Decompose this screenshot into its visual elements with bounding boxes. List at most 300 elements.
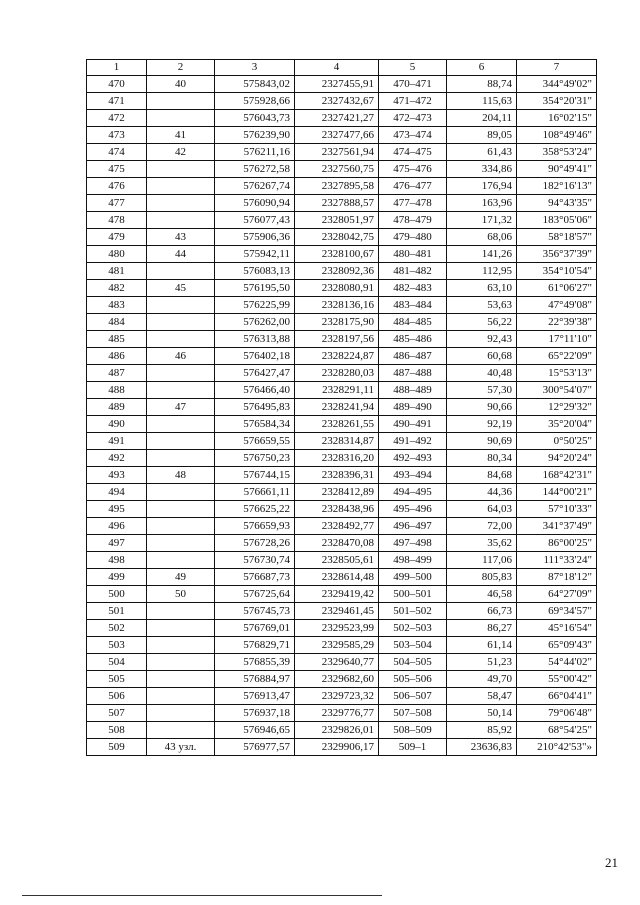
cell-col-5: 493–494 (379, 467, 447, 484)
cell-col-3: 576728,26 (215, 535, 295, 552)
cell-col-2 (147, 416, 215, 433)
table-row (87, 739, 597, 756)
cell-col-1: 504 (87, 654, 147, 671)
cell-col-7: 111°33'24" (517, 552, 597, 569)
cell-col-7: 0°50'25" (517, 433, 597, 450)
cell-col-7: 54°44'02" (517, 654, 597, 671)
cell-col-5: 483–484 (379, 297, 447, 314)
cell-col-6: 44,36 (447, 484, 517, 501)
cell-col-6: 35,62 (447, 535, 517, 552)
cell-col-7: 94°20'24" (517, 450, 597, 467)
cell-col-7: 182°16'13" (517, 178, 597, 195)
table-row (87, 688, 597, 705)
cell-col-4: 2328224,87 (295, 348, 379, 365)
cell-col-5: 498–499 (379, 552, 447, 569)
cell-col-1: 477 (87, 195, 147, 212)
table-row (87, 229, 597, 246)
cell-col-7: 17°11'10" (517, 331, 597, 348)
cell-col-1: 479 (87, 229, 147, 246)
cell-col-6: 176,94 (447, 178, 517, 195)
cell-col-2: 49 (147, 569, 215, 586)
cell-col-2 (147, 365, 215, 382)
table-row (87, 110, 597, 127)
cell-col-3: 576750,23 (215, 450, 295, 467)
cell-col-4: 2328080,91 (295, 280, 379, 297)
cell-col-3: 576195,50 (215, 280, 295, 297)
cell-col-5: 502–503 (379, 620, 447, 637)
cell-col-7: 354°10'54" (517, 263, 597, 280)
cell-col-2 (147, 297, 215, 314)
cell-col-6: 805,83 (447, 569, 517, 586)
table-row (87, 127, 597, 144)
cell-col-5: 473–474 (379, 127, 447, 144)
table-row (87, 705, 597, 722)
table-row (87, 722, 597, 739)
table-row (87, 450, 597, 467)
cell-col-5: 480–481 (379, 246, 447, 263)
cell-col-7: 57°10'33" (517, 501, 597, 518)
table-row (87, 433, 597, 450)
cell-col-7: 210°42'53"» (517, 739, 597, 756)
table-row (87, 365, 597, 382)
cell-col-1: 509 (87, 739, 147, 756)
table-row (87, 382, 597, 399)
cell-col-2: 48 (147, 467, 215, 484)
cell-col-4: 2327421,27 (295, 110, 379, 127)
cell-col-6: 60,68 (447, 348, 517, 365)
cell-col-3: 576083,13 (215, 263, 295, 280)
cell-col-5: 490–491 (379, 416, 447, 433)
cell-col-6: 61,14 (447, 637, 517, 654)
table-row (87, 280, 597, 297)
cell-col-2: 41 (147, 127, 215, 144)
cell-col-4: 2329776,77 (295, 705, 379, 722)
cell-col-6: 84,68 (447, 467, 517, 484)
cell-col-3: 576744,15 (215, 467, 295, 484)
table-row (87, 535, 597, 552)
cell-col-3: 576225,99 (215, 297, 295, 314)
cell-col-6: 163,96 (447, 195, 517, 212)
cell-col-7: 94°43'35" (517, 195, 597, 212)
cell-col-4: 2327895,58 (295, 178, 379, 195)
cell-col-4: 2328261,55 (295, 416, 379, 433)
cell-col-7: 344°49'02" (517, 76, 597, 93)
cell-col-2 (147, 722, 215, 739)
cell-col-3: 576937,18 (215, 705, 295, 722)
cell-col-3: 576402,18 (215, 348, 295, 365)
cell-col-7: 69°34'57" (517, 603, 597, 620)
table-row (87, 501, 597, 518)
cell-col-3: 576659,93 (215, 518, 295, 535)
cell-col-1: 471 (87, 93, 147, 110)
cell-col-1: 476 (87, 178, 147, 195)
cell-col-1: 472 (87, 110, 147, 127)
cell-col-1: 486 (87, 348, 147, 365)
cell-col-5: 484–485 (379, 314, 447, 331)
footer-divider (22, 895, 382, 896)
cell-col-4: 2328197,56 (295, 331, 379, 348)
cell-col-3: 576769,01 (215, 620, 295, 637)
cell-col-7: 47°49'08" (517, 297, 597, 314)
cell-col-5: 492–493 (379, 450, 447, 467)
table-row (87, 603, 597, 620)
header-cell-2: 2 (147, 60, 215, 76)
cell-col-2: 47 (147, 399, 215, 416)
cell-col-2 (147, 195, 215, 212)
header-cell-4: 4 (295, 60, 379, 76)
cell-col-6: 204,11 (447, 110, 517, 127)
cell-col-2 (147, 433, 215, 450)
page-number: 21 (605, 855, 618, 870)
cell-col-5: 507–508 (379, 705, 447, 722)
cell-col-3: 576043,73 (215, 110, 295, 127)
table-row (87, 246, 597, 263)
cell-col-3: 576272,58 (215, 161, 295, 178)
table-row (87, 518, 597, 535)
cell-col-2 (147, 331, 215, 348)
cell-col-5: 489–490 (379, 399, 447, 416)
cell-col-6: 57,30 (447, 382, 517, 399)
cell-col-7: 68°54'25" (517, 722, 597, 739)
cell-col-5: 504–505 (379, 654, 447, 671)
cell-col-5: 495–496 (379, 501, 447, 518)
cell-col-5: 500–501 (379, 586, 447, 603)
cell-col-5: 501–502 (379, 603, 447, 620)
cell-col-5: 494–495 (379, 484, 447, 501)
cell-col-1: 475 (87, 161, 147, 178)
cell-col-7: 55°00'42" (517, 671, 597, 688)
cell-col-1: 493 (87, 467, 147, 484)
cell-col-3: 576313,88 (215, 331, 295, 348)
cell-col-7: 79°06'48" (517, 705, 597, 722)
cell-col-6: 72,00 (447, 518, 517, 535)
cell-col-3: 576725,64 (215, 586, 295, 603)
cell-col-1: 503 (87, 637, 147, 654)
cell-col-7: 183°05'06" (517, 212, 597, 229)
cell-col-4: 2327432,67 (295, 93, 379, 110)
table-row (87, 654, 597, 671)
cell-col-6: 40,48 (447, 365, 517, 382)
cell-col-7: 144°00'21" (517, 484, 597, 501)
cell-col-4: 2328175,90 (295, 314, 379, 331)
cell-col-4: 2328396,31 (295, 467, 379, 484)
cell-col-5: 496–497 (379, 518, 447, 535)
cell-col-4: 2329585,29 (295, 637, 379, 654)
cell-col-1: 495 (87, 501, 147, 518)
cell-col-6: 80,34 (447, 450, 517, 467)
cell-col-3: 576495,83 (215, 399, 295, 416)
cell-col-7: 168°42'31" (517, 467, 597, 484)
cell-col-2 (147, 161, 215, 178)
cell-col-6: 112,95 (447, 263, 517, 280)
cell-col-3: 576745,73 (215, 603, 295, 620)
cell-col-5: 486–487 (379, 348, 447, 365)
cell-col-4: 2328042,75 (295, 229, 379, 246)
cell-col-1: 494 (87, 484, 147, 501)
cell-col-7: 86°00'25" (517, 535, 597, 552)
cell-col-5: 491–492 (379, 433, 447, 450)
cell-col-7: 45°16'54" (517, 620, 597, 637)
cell-col-4: 2329682,60 (295, 671, 379, 688)
header-cell-6: 6 (447, 60, 517, 76)
cell-col-2 (147, 501, 215, 518)
cell-col-1: 489 (87, 399, 147, 416)
header-cell-5: 5 (379, 60, 447, 76)
cell-col-1: 470 (87, 76, 147, 93)
cell-col-4: 2329461,45 (295, 603, 379, 620)
cell-col-2 (147, 314, 215, 331)
cell-col-6: 88,74 (447, 76, 517, 93)
cell-col-3: 576267,74 (215, 178, 295, 195)
cell-col-4: 2328505,61 (295, 552, 379, 569)
cell-col-4: 2327477,66 (295, 127, 379, 144)
table-row (87, 552, 597, 569)
cell-col-5: 508–509 (379, 722, 447, 739)
cell-col-5: 475–476 (379, 161, 447, 178)
cell-col-5: 497–498 (379, 535, 447, 552)
cell-col-2: 46 (147, 348, 215, 365)
cell-col-3: 576829,71 (215, 637, 295, 654)
table-row (87, 161, 597, 178)
cell-col-5: 477–478 (379, 195, 447, 212)
cell-col-6: 334,86 (447, 161, 517, 178)
cell-col-6: 141,26 (447, 246, 517, 263)
cell-col-3: 575843,02 (215, 76, 295, 93)
cell-col-3: 576659,55 (215, 433, 295, 450)
cell-col-2: 45 (147, 280, 215, 297)
cell-col-1: 508 (87, 722, 147, 739)
cell-col-1: 492 (87, 450, 147, 467)
cell-col-4: 2329640,77 (295, 654, 379, 671)
cell-col-2: 50 (147, 586, 215, 603)
cell-col-2: 43 (147, 229, 215, 246)
cell-col-2 (147, 688, 215, 705)
cell-col-7: 58°18'57" (517, 229, 597, 246)
cell-col-1: 491 (87, 433, 147, 450)
cell-col-5: 481–482 (379, 263, 447, 280)
cell-col-3: 576855,39 (215, 654, 295, 671)
cell-col-6: 86,27 (447, 620, 517, 637)
cell-col-7: 65°09'43" (517, 637, 597, 654)
cell-col-5: 503–504 (379, 637, 447, 654)
cell-col-1: 478 (87, 212, 147, 229)
cell-col-5: 499–500 (379, 569, 447, 586)
cell-col-3: 575928,66 (215, 93, 295, 110)
header-cell-1: 1 (87, 60, 147, 76)
cell-col-7: 15°53'13" (517, 365, 597, 382)
cell-col-4: 2328316,20 (295, 450, 379, 467)
cell-col-4: 2329906,17 (295, 739, 379, 756)
table-row (87, 195, 597, 212)
cell-col-3: 576466,40 (215, 382, 295, 399)
cell-col-7: 12°29'32" (517, 399, 597, 416)
cell-col-1: 474 (87, 144, 147, 161)
cell-col-3: 576687,73 (215, 569, 295, 586)
cell-col-7: 90°49'41" (517, 161, 597, 178)
cell-col-5: 471–472 (379, 93, 447, 110)
cell-col-2 (147, 212, 215, 229)
cell-col-3: 576884,97 (215, 671, 295, 688)
cell-col-3: 576977,57 (215, 739, 295, 756)
table-row (87, 297, 597, 314)
cell-col-7: 65°22'09" (517, 348, 597, 365)
cell-col-7: 87°18'12" (517, 569, 597, 586)
cell-col-2 (147, 535, 215, 552)
cell-col-2: 42 (147, 144, 215, 161)
cell-col-7: 341°37'49" (517, 518, 597, 535)
table-row (87, 93, 597, 110)
cell-col-1: 505 (87, 671, 147, 688)
cell-col-2 (147, 518, 215, 535)
table-row (87, 76, 597, 93)
cell-col-2 (147, 620, 215, 637)
cell-col-2 (147, 552, 215, 569)
cell-col-4: 2328314,87 (295, 433, 379, 450)
cell-col-4: 2329419,42 (295, 586, 379, 603)
cell-col-6: 51,23 (447, 654, 517, 671)
cell-col-6: 92,43 (447, 331, 517, 348)
header-cell-3: 3 (215, 60, 295, 76)
cell-col-5: 476–477 (379, 178, 447, 195)
cell-col-1: 490 (87, 416, 147, 433)
table-row (87, 416, 597, 433)
cell-col-6: 49,70 (447, 671, 517, 688)
cell-col-1: 507 (87, 705, 147, 722)
cell-col-1: 499 (87, 569, 147, 586)
cell-col-3: 576239,90 (215, 127, 295, 144)
table-row (87, 620, 597, 637)
cell-col-7: 66°04'41" (517, 688, 597, 705)
cell-col-7: 358°53'24" (517, 144, 597, 161)
cell-col-5: 472–473 (379, 110, 447, 127)
cell-col-3: 576077,43 (215, 212, 295, 229)
cell-col-4: 2328136,16 (295, 297, 379, 314)
cell-col-5: 482–483 (379, 280, 447, 297)
cell-col-1: 488 (87, 382, 147, 399)
cell-col-6: 53,63 (447, 297, 517, 314)
cell-col-6: 90,66 (447, 399, 517, 416)
cell-col-6: 85,92 (447, 722, 517, 739)
cell-col-6: 64,03 (447, 501, 517, 518)
cell-col-1: 502 (87, 620, 147, 637)
cell-col-3: 575906,36 (215, 229, 295, 246)
cell-col-5: 470–471 (379, 76, 447, 93)
cell-col-3: 576730,74 (215, 552, 295, 569)
cell-col-5: 474–475 (379, 144, 447, 161)
header-cell-7: 7 (517, 60, 597, 76)
cell-col-4: 2329523,99 (295, 620, 379, 637)
cell-col-4: 2329723,32 (295, 688, 379, 705)
table-row (87, 637, 597, 654)
cell-col-5: 478–479 (379, 212, 447, 229)
cell-col-2: 40 (147, 76, 215, 93)
cell-col-4: 2328100,67 (295, 246, 379, 263)
cell-col-5: 509–1 (379, 739, 447, 756)
coordinates-table (86, 59, 597, 756)
cell-col-6: 61,43 (447, 144, 517, 161)
cell-col-5: 505–506 (379, 671, 447, 688)
cell-col-6: 23636,83 (447, 739, 517, 756)
cell-col-2 (147, 654, 215, 671)
cell-col-1: 480 (87, 246, 147, 263)
cell-col-5: 487–488 (379, 365, 447, 382)
cell-col-1: 496 (87, 518, 147, 535)
cell-col-2 (147, 671, 215, 688)
cell-col-4: 2328438,96 (295, 501, 379, 518)
cell-col-6: 115,63 (447, 93, 517, 110)
cell-col-2 (147, 484, 215, 501)
cell-col-2 (147, 450, 215, 467)
cell-col-3: 575942,11 (215, 246, 295, 263)
cell-col-4: 2328280,03 (295, 365, 379, 382)
cell-col-3: 576946,65 (215, 722, 295, 739)
table-row (87, 178, 597, 195)
cell-col-2: 43 узл. (147, 739, 215, 756)
cell-col-6: 89,05 (447, 127, 517, 144)
table-row (87, 467, 597, 484)
cell-col-1: 487 (87, 365, 147, 382)
cell-col-6: 171,32 (447, 212, 517, 229)
cell-col-1: 482 (87, 280, 147, 297)
cell-col-5: 488–489 (379, 382, 447, 399)
table-row (87, 331, 597, 348)
cell-col-4: 2328614,48 (295, 569, 379, 586)
cell-col-1: 473 (87, 127, 147, 144)
table-row (87, 399, 597, 416)
cell-col-1: 497 (87, 535, 147, 552)
cell-col-4: 2327455,91 (295, 76, 379, 93)
cell-col-5: 506–507 (379, 688, 447, 705)
cell-col-4: 2329826,01 (295, 722, 379, 739)
cell-col-1: 485 (87, 331, 147, 348)
cell-col-5: 479–480 (379, 229, 447, 246)
cell-col-4: 2327561,94 (295, 144, 379, 161)
cell-col-7: 300°54'07" (517, 382, 597, 399)
cell-col-1: 481 (87, 263, 147, 280)
cell-col-4: 2327888,57 (295, 195, 379, 212)
cell-col-4: 2328291,11 (295, 382, 379, 399)
table-row (87, 314, 597, 331)
cell-col-2 (147, 637, 215, 654)
table-row (87, 569, 597, 586)
cell-col-3: 576913,47 (215, 688, 295, 705)
cell-col-6: 92,19 (447, 416, 517, 433)
cell-col-4: 2328092,36 (295, 263, 379, 280)
cell-col-2 (147, 382, 215, 399)
cell-col-7: 64°27'09" (517, 586, 597, 603)
cell-col-2 (147, 263, 215, 280)
cell-col-2 (147, 603, 215, 620)
cell-col-5: 485–486 (379, 331, 447, 348)
cell-col-6: 117,06 (447, 552, 517, 569)
cell-col-6: 66,73 (447, 603, 517, 620)
cell-col-3: 576427,47 (215, 365, 295, 382)
cell-col-3: 576211,16 (215, 144, 295, 161)
cell-col-3: 576584,34 (215, 416, 295, 433)
cell-col-2 (147, 93, 215, 110)
cell-col-7: 61°06'27" (517, 280, 597, 297)
cell-col-7: 35°20'04" (517, 416, 597, 433)
cell-col-1: 484 (87, 314, 147, 331)
table-row (87, 144, 597, 161)
table-row (87, 263, 597, 280)
cell-col-6: 50,14 (447, 705, 517, 722)
table-header-row (87, 60, 597, 76)
table-row (87, 348, 597, 365)
cell-col-3: 576090,94 (215, 195, 295, 212)
cell-col-6: 46,58 (447, 586, 517, 603)
cell-col-3: 576625,22 (215, 501, 295, 518)
